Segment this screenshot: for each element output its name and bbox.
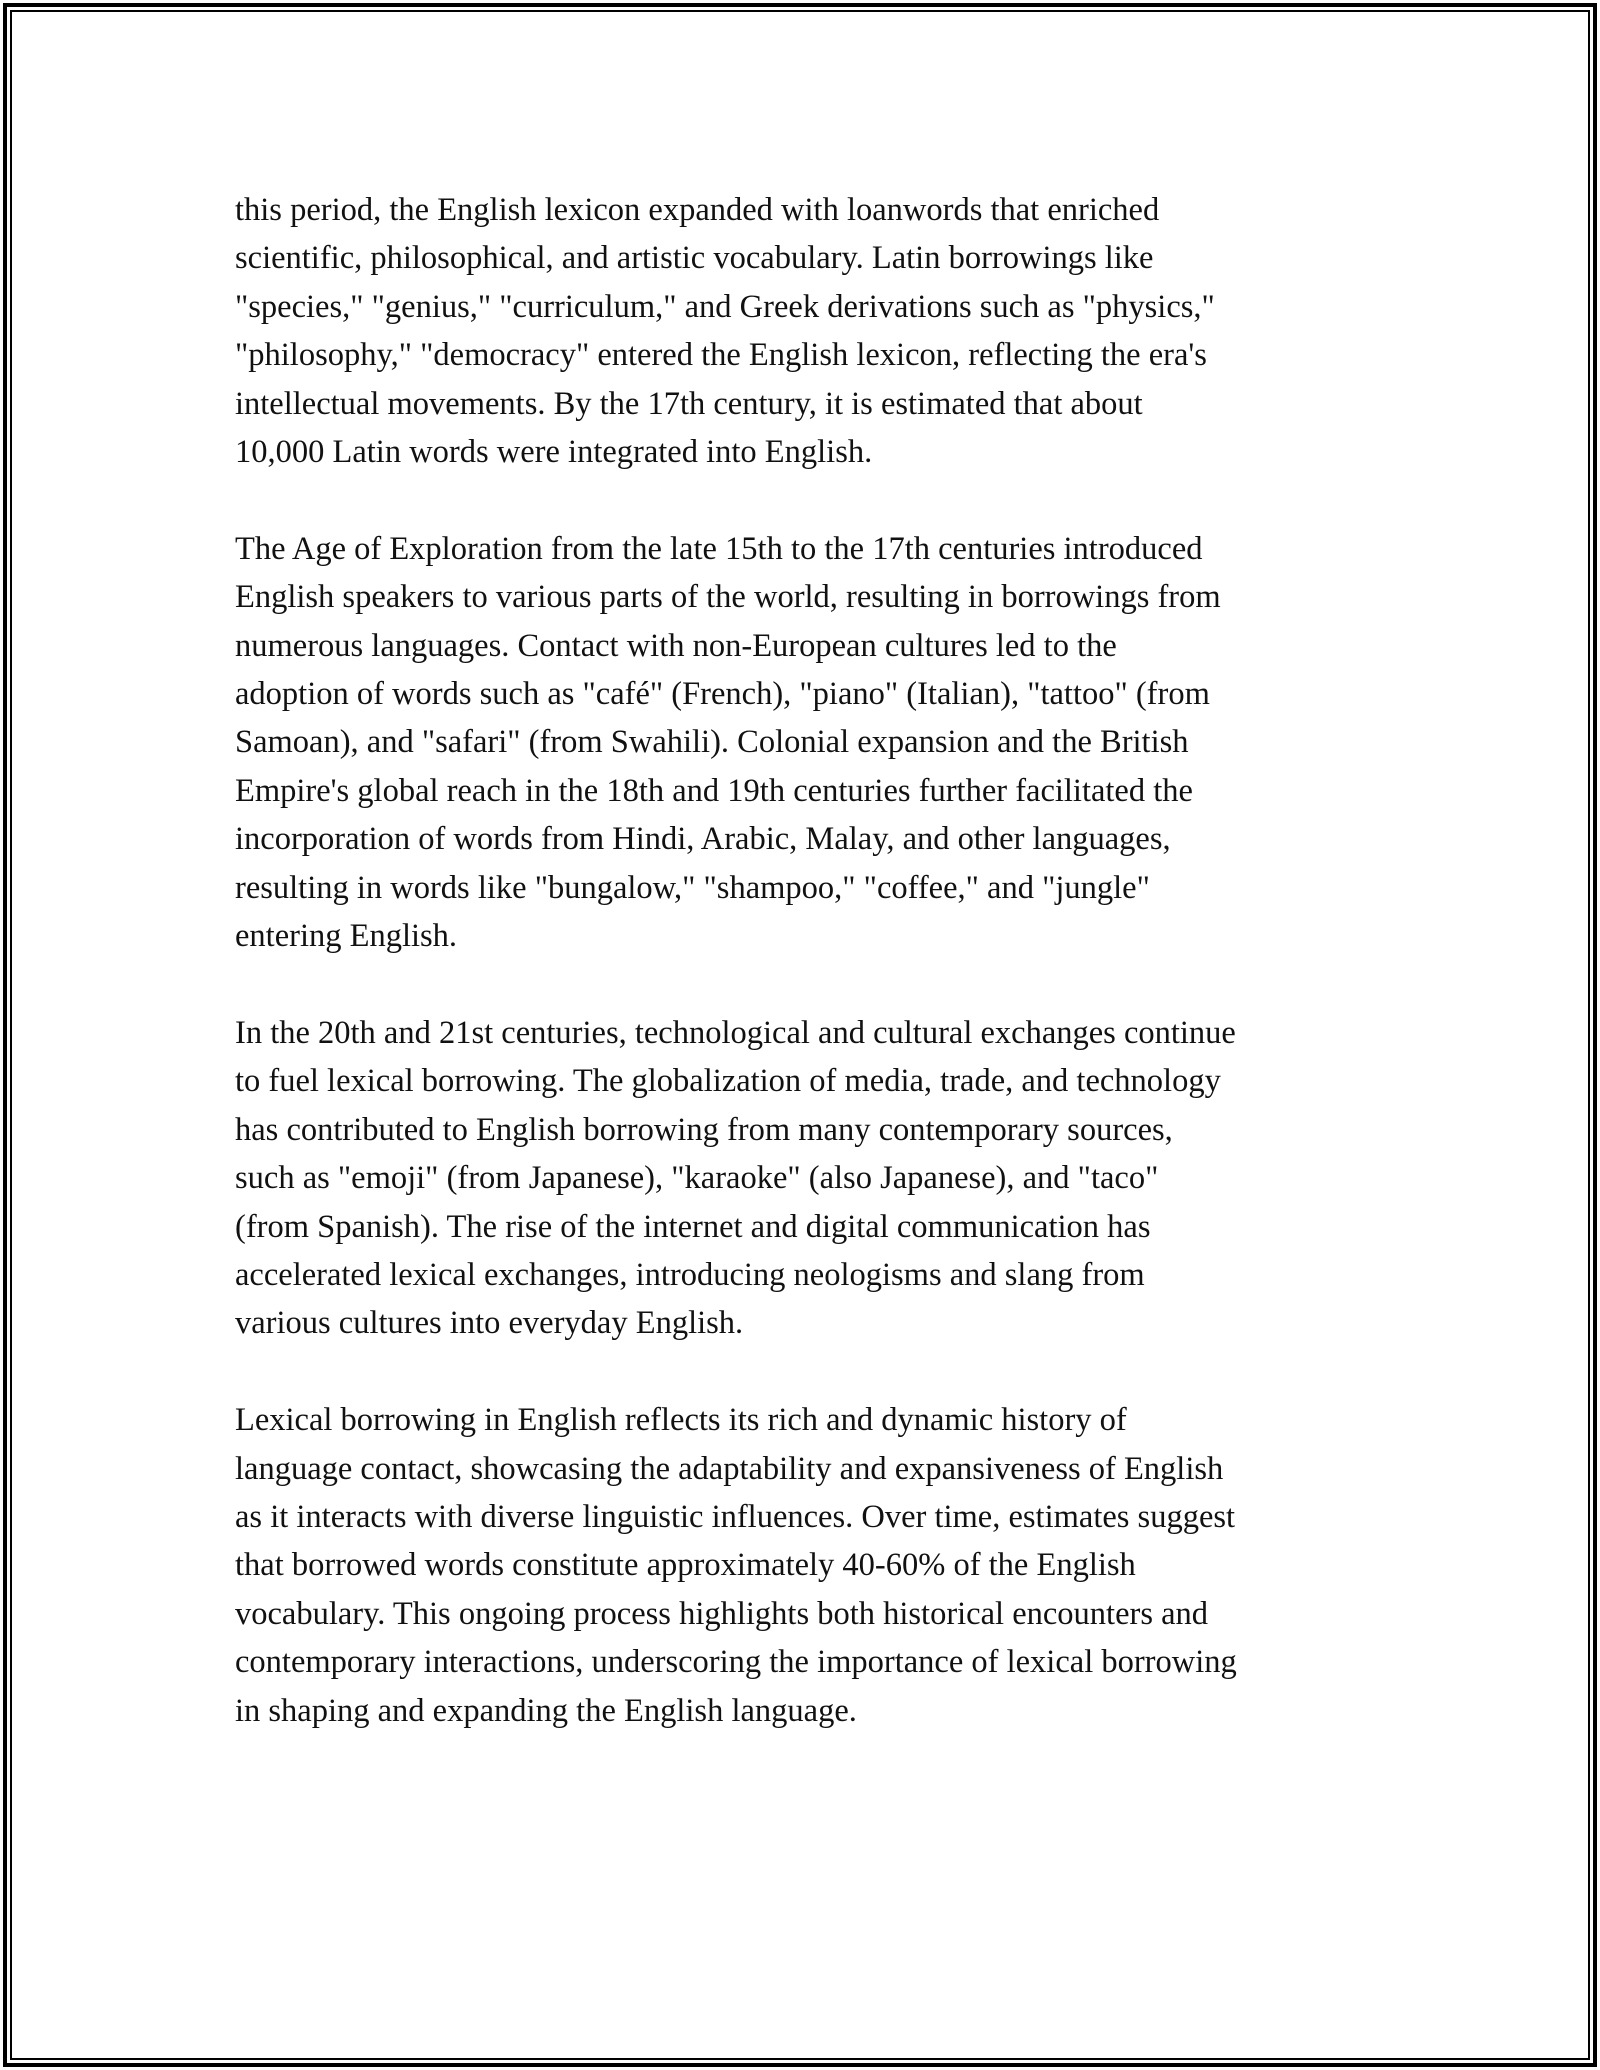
paragraph-modern-borrowing: In the 20th and 21st centuries, technological and cultural exchanges continue to fuel lexical borrowing. The globalization of media, trade, and technology has contributed to English borrowing from many contemporary sources, such as "emoji" (from Japanese), "karaoke" (also Japanese), and "taco" (from Spanish). The rise of the internet and digital communication has accelerated lexical exchanges, introducing neologisms and slang from various cultures into everyday English. — [235, 1014, 1236, 1342]
paragraph-age-of-exploration: The Age of Exploration from the late 15th to the 17th centuries introduced English speakers to various parts of the world, resulting in borrowings from numerous languages. Contact with non-European cultures led to the adoption of words such as "café" (French), "piano" (Italian), "tattoo" (from Samoan), and "safari" (from Swahili). Colonial expansion and the British Empire's global reach in the 18th and 19th centuries further facilitated the incorporation of words from Hindi, Arabic, Malay, and other languages, resulting in words like "bungalow," "shampoo," "coffee," and "jungle" entering English. — [235, 530, 1221, 955]
document-body — [235, 186, 1385, 1735]
paragraph-conclusion: Lexical borrowing in English reflects its rich and dynamic history of language contact, showcasing the adaptability and expansiveness of English as it interacts with diverse linguistic influences. Over time, estimates suggest that borrowed words constitute approximately 40-60% of the English vocabulary. This ongoing process highlights both historical encounters and contemporary interactions, underscoring the importance of lexical borrowing in shaping and expanding the English language. — [235, 1402, 1237, 1729]
paragraph-renaissance-loanwords: this period, the English lexicon expanded with loanwords that enriched scientific, philosophical, and artistic vocabulary. Latin borrowings like "species," "genius," "curriculum," and Greek derivations such as "physics," "philosophy," "democracy" entered the English lexicon, reflecting the era's intellectual movements. By the 17th century, it is estimated that about 10,000 Latin words were integrated into English. — [235, 192, 1215, 471]
